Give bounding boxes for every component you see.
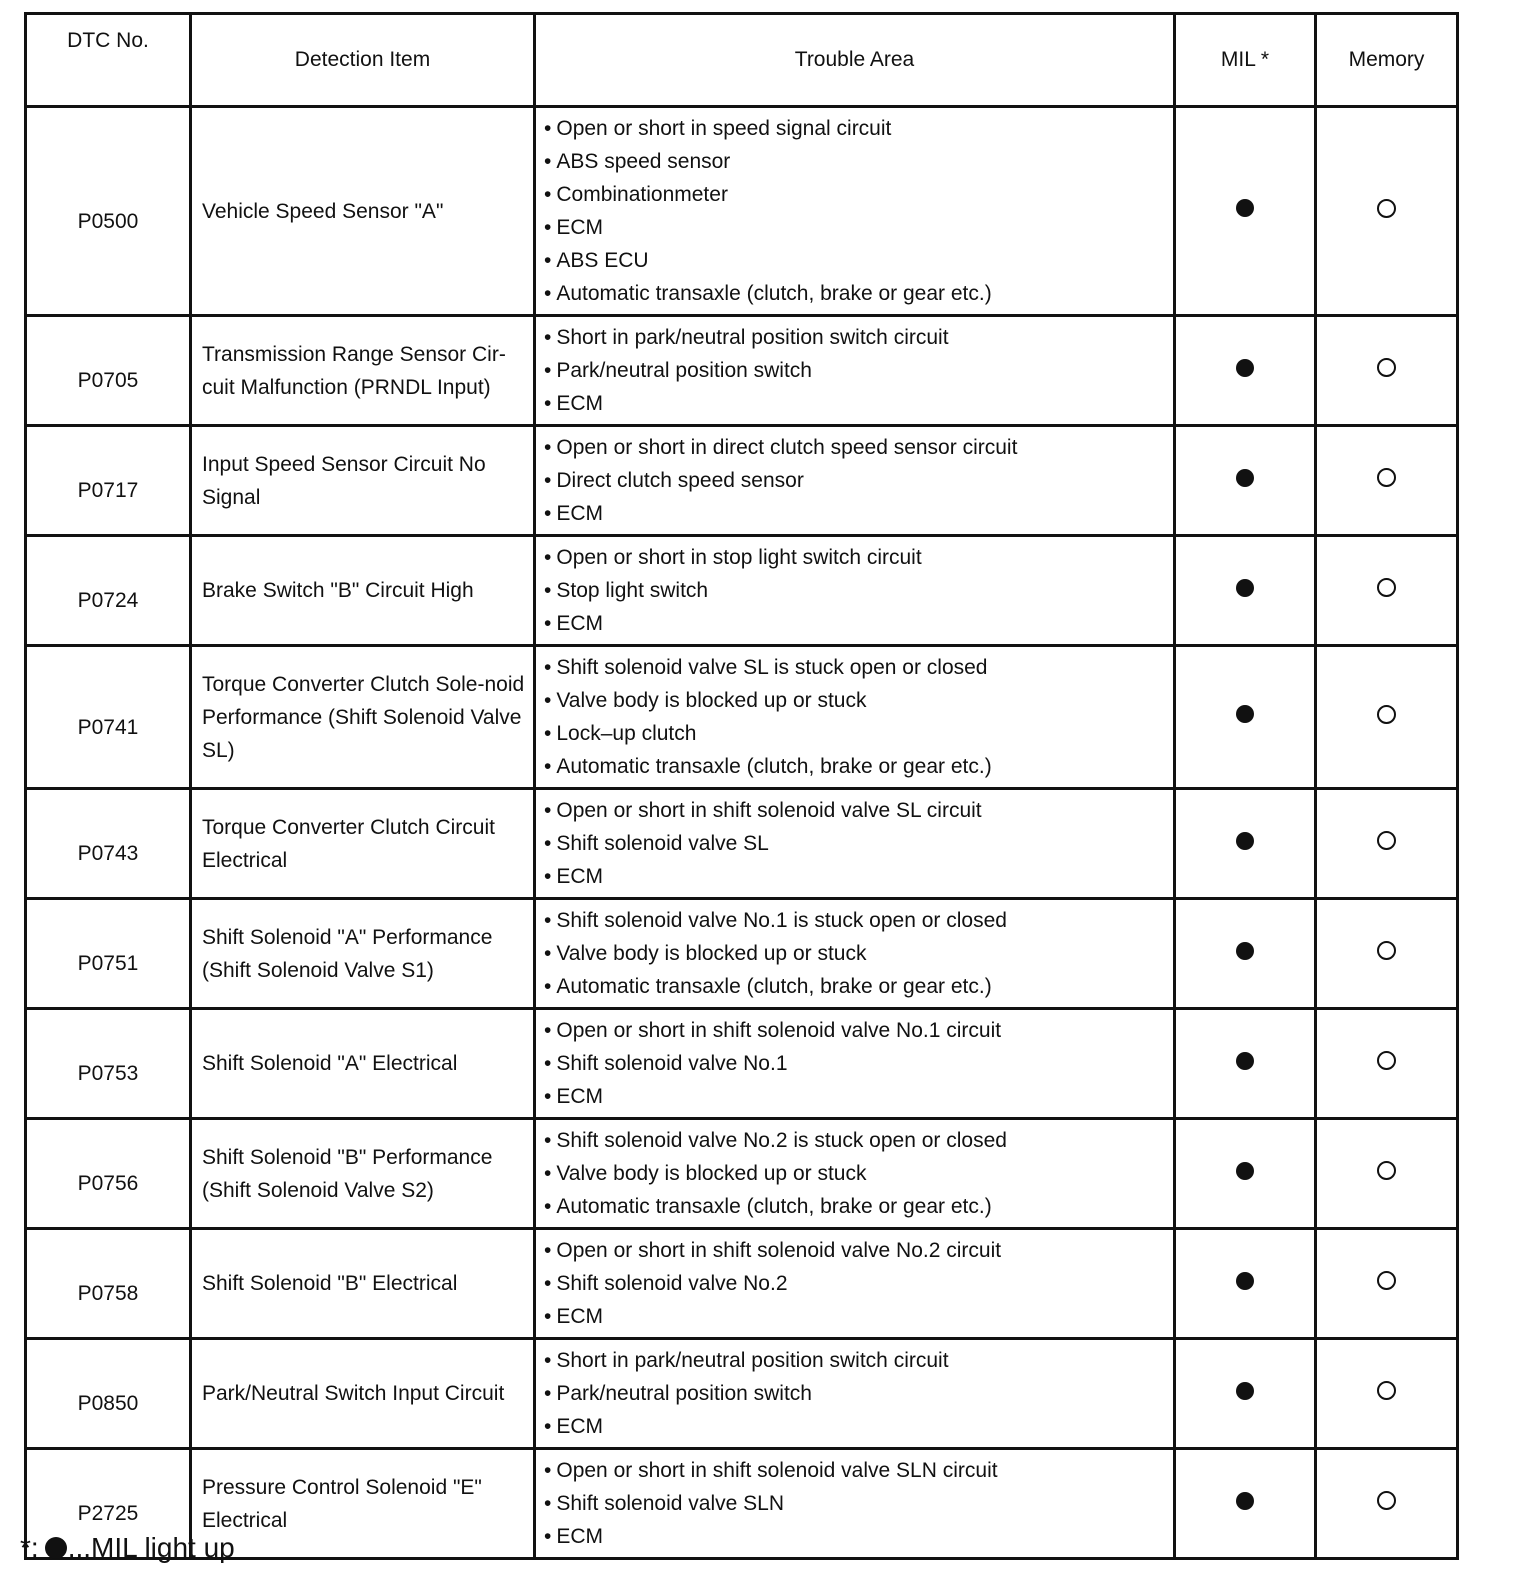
detection-item: Torque Converter Clutch Circuit Electrical <box>191 789 535 899</box>
memory-cell <box>1316 1449 1458 1559</box>
mil-cell <box>1175 646 1316 789</box>
table-row <box>26 426 1458 536</box>
trouble-area-item: • Open or short in shift solenoid valve No.1 circuit <box>544 1014 1165 1047</box>
trouble-area-item: • ECM <box>544 1300 1165 1333</box>
detection-item: Transmission Range Sensor Cir-cuit Malfunction (PRNDL Input) <box>191 316 535 426</box>
detection-item: Park/Neutral Switch Input Circuit <box>191 1339 535 1449</box>
memory-cell <box>1316 316 1458 426</box>
detection-item: Shift Solenoid "B" Performance (Shift Solenoid Valve S2) <box>191 1119 535 1229</box>
trouble-area-item: • Shift solenoid valve No.2 <box>544 1267 1165 1300</box>
mil-cell <box>1175 107 1316 316</box>
trouble-area <box>535 899 1175 1009</box>
trouble-area-item: • Automatic transaxle (clutch, brake or gear etc.) <box>544 277 1165 310</box>
filled-circle-icon <box>1236 359 1254 377</box>
trouble-area <box>535 1229 1175 1339</box>
open-circle-icon <box>1377 705 1396 724</box>
filled-circle-icon <box>1236 1052 1254 1070</box>
table-row <box>26 899 1458 1009</box>
dtc-code: P0743 <box>26 789 191 899</box>
mil-cell <box>1175 316 1316 426</box>
detection-item: Pressure Control Solenoid "E" Electrical <box>191 1449 535 1559</box>
table-row <box>26 536 1458 646</box>
trouble-area-item: • Shift solenoid valve No.1 is stuck open or closed <box>544 904 1165 937</box>
trouble-area-list <box>544 651 1165 783</box>
open-circle-icon <box>1377 941 1396 960</box>
dtc-code: P0850 <box>26 1339 191 1449</box>
trouble-area <box>535 316 1175 426</box>
dtc-code: P0753 <box>26 1009 191 1119</box>
dtc-code: P0758 <box>26 1229 191 1339</box>
filled-circle-icon <box>1236 832 1254 850</box>
trouble-area-list <box>544 112 1165 310</box>
filled-circle-icon <box>1236 199 1254 217</box>
table-row <box>26 316 1458 426</box>
trouble-area <box>535 1449 1175 1559</box>
trouble-area-item: • ECM <box>544 1520 1165 1553</box>
trouble-area-item: • ECM <box>544 211 1165 244</box>
table-row <box>26 1119 1458 1229</box>
table-row <box>26 789 1458 899</box>
mil-cell <box>1175 536 1316 646</box>
trouble-area-item: • Automatic transaxle (clutch, brake or gear etc.) <box>544 1190 1165 1223</box>
table-row <box>26 1009 1458 1119</box>
memory-cell <box>1316 646 1458 789</box>
dtc-code: P0741 <box>26 646 191 789</box>
open-circle-icon <box>1377 1161 1396 1180</box>
trouble-area-item: • Park/neutral position switch <box>544 1377 1165 1410</box>
header-mil: MIL * <box>1175 14 1316 107</box>
open-circle-icon <box>1377 468 1396 487</box>
filled-circle-icon <box>1236 1492 1254 1510</box>
detection-item: Shift Solenoid "A" Performance (Shift Solenoid Valve S1) <box>191 899 535 1009</box>
filled-circle-icon <box>1236 1162 1254 1180</box>
trouble-area <box>535 426 1175 536</box>
mil-cell <box>1175 1339 1316 1449</box>
header-detection-item: Detection Item <box>191 14 535 107</box>
dtc-code: P0705 <box>26 316 191 426</box>
trouble-area-item: • ECM <box>544 1410 1165 1443</box>
trouble-area-item: • ECM <box>544 607 1165 640</box>
trouble-area-item: • Open or short in shift solenoid valve SLN circuit <box>544 1454 1165 1487</box>
dtc-code: P0756 <box>26 1119 191 1229</box>
trouble-area-item: • Lock–up clutch <box>544 717 1165 750</box>
dtc-code: P0751 <box>26 899 191 1009</box>
open-circle-icon <box>1377 1271 1396 1290</box>
mil-cell <box>1175 789 1316 899</box>
trouble-area-list <box>544 541 1165 640</box>
trouble-area-item: • Valve body is blocked up or stuck <box>544 1157 1165 1190</box>
filled-circle-icon <box>1236 1382 1254 1400</box>
trouble-area <box>535 1119 1175 1229</box>
open-circle-icon <box>1377 358 1396 377</box>
trouble-area-item: • Open or short in direct clutch speed sensor circuit <box>544 431 1165 464</box>
trouble-area-item: • Shift solenoid valve SLN <box>544 1487 1165 1520</box>
trouble-area-item: • Automatic transaxle (clutch, brake or gear etc.) <box>544 750 1165 783</box>
header-trouble-area: Trouble Area <box>535 14 1175 107</box>
footnote <box>20 1530 235 1566</box>
filled-circle-icon <box>1236 705 1254 723</box>
dtc-code: P0717 <box>26 426 191 536</box>
memory-cell <box>1316 1229 1458 1339</box>
mil-cell <box>1175 1229 1316 1339</box>
trouble-area-item: • Short in park/neutral position switch circuit <box>544 321 1165 354</box>
trouble-area-item: • Valve body is blocked up or stuck <box>544 684 1165 717</box>
trouble-area-item: • Shift solenoid valve No.2 is stuck open or closed <box>544 1124 1165 1157</box>
detection-item: Vehicle Speed Sensor "A" <box>191 107 535 316</box>
header-dtc-no: DTC No. <box>26 14 191 107</box>
table-row <box>26 1449 1458 1559</box>
detection-item: Shift Solenoid "B" Electrical <box>191 1229 535 1339</box>
dtc-code: P2725 <box>26 1449 191 1559</box>
trouble-area-list <box>544 1014 1165 1113</box>
trouble-area-list <box>544 794 1165 893</box>
mil-cell <box>1175 1009 1316 1119</box>
filled-circle-icon <box>1236 942 1254 960</box>
trouble-area <box>535 1009 1175 1119</box>
trouble-area-item: • ABS speed sensor <box>544 145 1165 178</box>
dtc-code: P0724 <box>26 536 191 646</box>
trouble-area-item: • Open or short in shift solenoid valve No.2 circuit <box>544 1234 1165 1267</box>
trouble-area-list <box>544 1124 1165 1223</box>
trouble-area-item: • ABS ECU <box>544 244 1165 277</box>
trouble-area <box>535 1339 1175 1449</box>
footnote-text: ...MIL light up <box>67 1532 235 1563</box>
filled-circle-icon <box>45 1537 67 1559</box>
trouble-area-item: • Short in park/neutral position switch circuit <box>544 1344 1165 1377</box>
open-circle-icon <box>1377 578 1396 597</box>
trouble-area-item: • ECM <box>544 387 1165 420</box>
open-circle-icon <box>1377 1051 1396 1070</box>
header-memory: Memory <box>1316 14 1458 107</box>
open-circle-icon <box>1377 1381 1396 1400</box>
table-row <box>26 107 1458 316</box>
trouble-area-item: • Shift solenoid valve SL <box>544 827 1165 860</box>
trouble-area <box>535 646 1175 789</box>
memory-cell <box>1316 1119 1458 1229</box>
filled-circle-icon <box>1236 469 1254 487</box>
trouble-area-item: • Shift solenoid valve No.1 <box>544 1047 1165 1080</box>
table-row <box>26 1229 1458 1339</box>
memory-cell <box>1316 1339 1458 1449</box>
dtc-table <box>24 12 1459 1560</box>
detection-item: Shift Solenoid "A" Electrical <box>191 1009 535 1119</box>
trouble-area-item: • Shift solenoid valve SL is stuck open or closed <box>544 651 1165 684</box>
open-circle-icon <box>1377 1491 1396 1510</box>
mil-cell <box>1175 1119 1316 1229</box>
table-row <box>26 646 1458 789</box>
trouble-area-item: • ECM <box>544 497 1165 530</box>
trouble-area <box>535 107 1175 316</box>
table-body <box>26 107 1458 1559</box>
trouble-area-item: • Open or short in stop light switch circuit <box>544 541 1165 574</box>
trouble-area-list <box>544 1234 1165 1333</box>
mil-cell <box>1175 899 1316 1009</box>
trouble-area-item: • ECM <box>544 1080 1165 1113</box>
trouble-area-item: • ECM <box>544 860 1165 893</box>
mil-cell <box>1175 426 1316 536</box>
memory-cell <box>1316 426 1458 536</box>
trouble-area <box>535 789 1175 899</box>
dtc-code: P0500 <box>26 107 191 316</box>
trouble-area-item: • Automatic transaxle (clutch, brake or gear etc.) <box>544 970 1165 1003</box>
trouble-area-item: • Open or short in speed signal circuit <box>544 112 1165 145</box>
open-circle-icon <box>1377 199 1396 218</box>
trouble-area-item: • Direct clutch speed sensor <box>544 464 1165 497</box>
trouble-area-item: • Stop light switch <box>544 574 1165 607</box>
memory-cell <box>1316 536 1458 646</box>
table-row <box>26 1339 1458 1449</box>
trouble-area-item: • Combinationmeter <box>544 178 1165 211</box>
mil-cell <box>1175 1449 1316 1559</box>
table-header-row <box>26 14 1458 107</box>
trouble-area-list <box>544 321 1165 420</box>
filled-circle-icon <box>1236 1272 1254 1290</box>
trouble-area-list <box>544 431 1165 530</box>
filled-circle-icon <box>1236 579 1254 597</box>
trouble-area-item: • Open or short in shift solenoid valve SL circuit <box>544 794 1165 827</box>
trouble-area <box>535 536 1175 646</box>
memory-cell <box>1316 789 1458 899</box>
memory-cell <box>1316 899 1458 1009</box>
detection-item: Brake Switch "B" Circuit High <box>191 536 535 646</box>
memory-cell <box>1316 1009 1458 1119</box>
trouble-area-item: • Valve body is blocked up or stuck <box>544 937 1165 970</box>
trouble-area-list <box>544 904 1165 1003</box>
trouble-area-list <box>544 1454 1165 1553</box>
trouble-area-item: • Park/neutral position switch <box>544 354 1165 387</box>
trouble-area-list <box>544 1344 1165 1443</box>
open-circle-icon <box>1377 831 1396 850</box>
detection-item: Input Speed Sensor Circuit No Signal <box>191 426 535 536</box>
memory-cell <box>1316 107 1458 316</box>
footnote-prefix: *: <box>20 1532 39 1563</box>
detection-item: Torque Converter Clutch Sole-noid Performance (Shift Solenoid Valve SL) <box>191 646 535 789</box>
